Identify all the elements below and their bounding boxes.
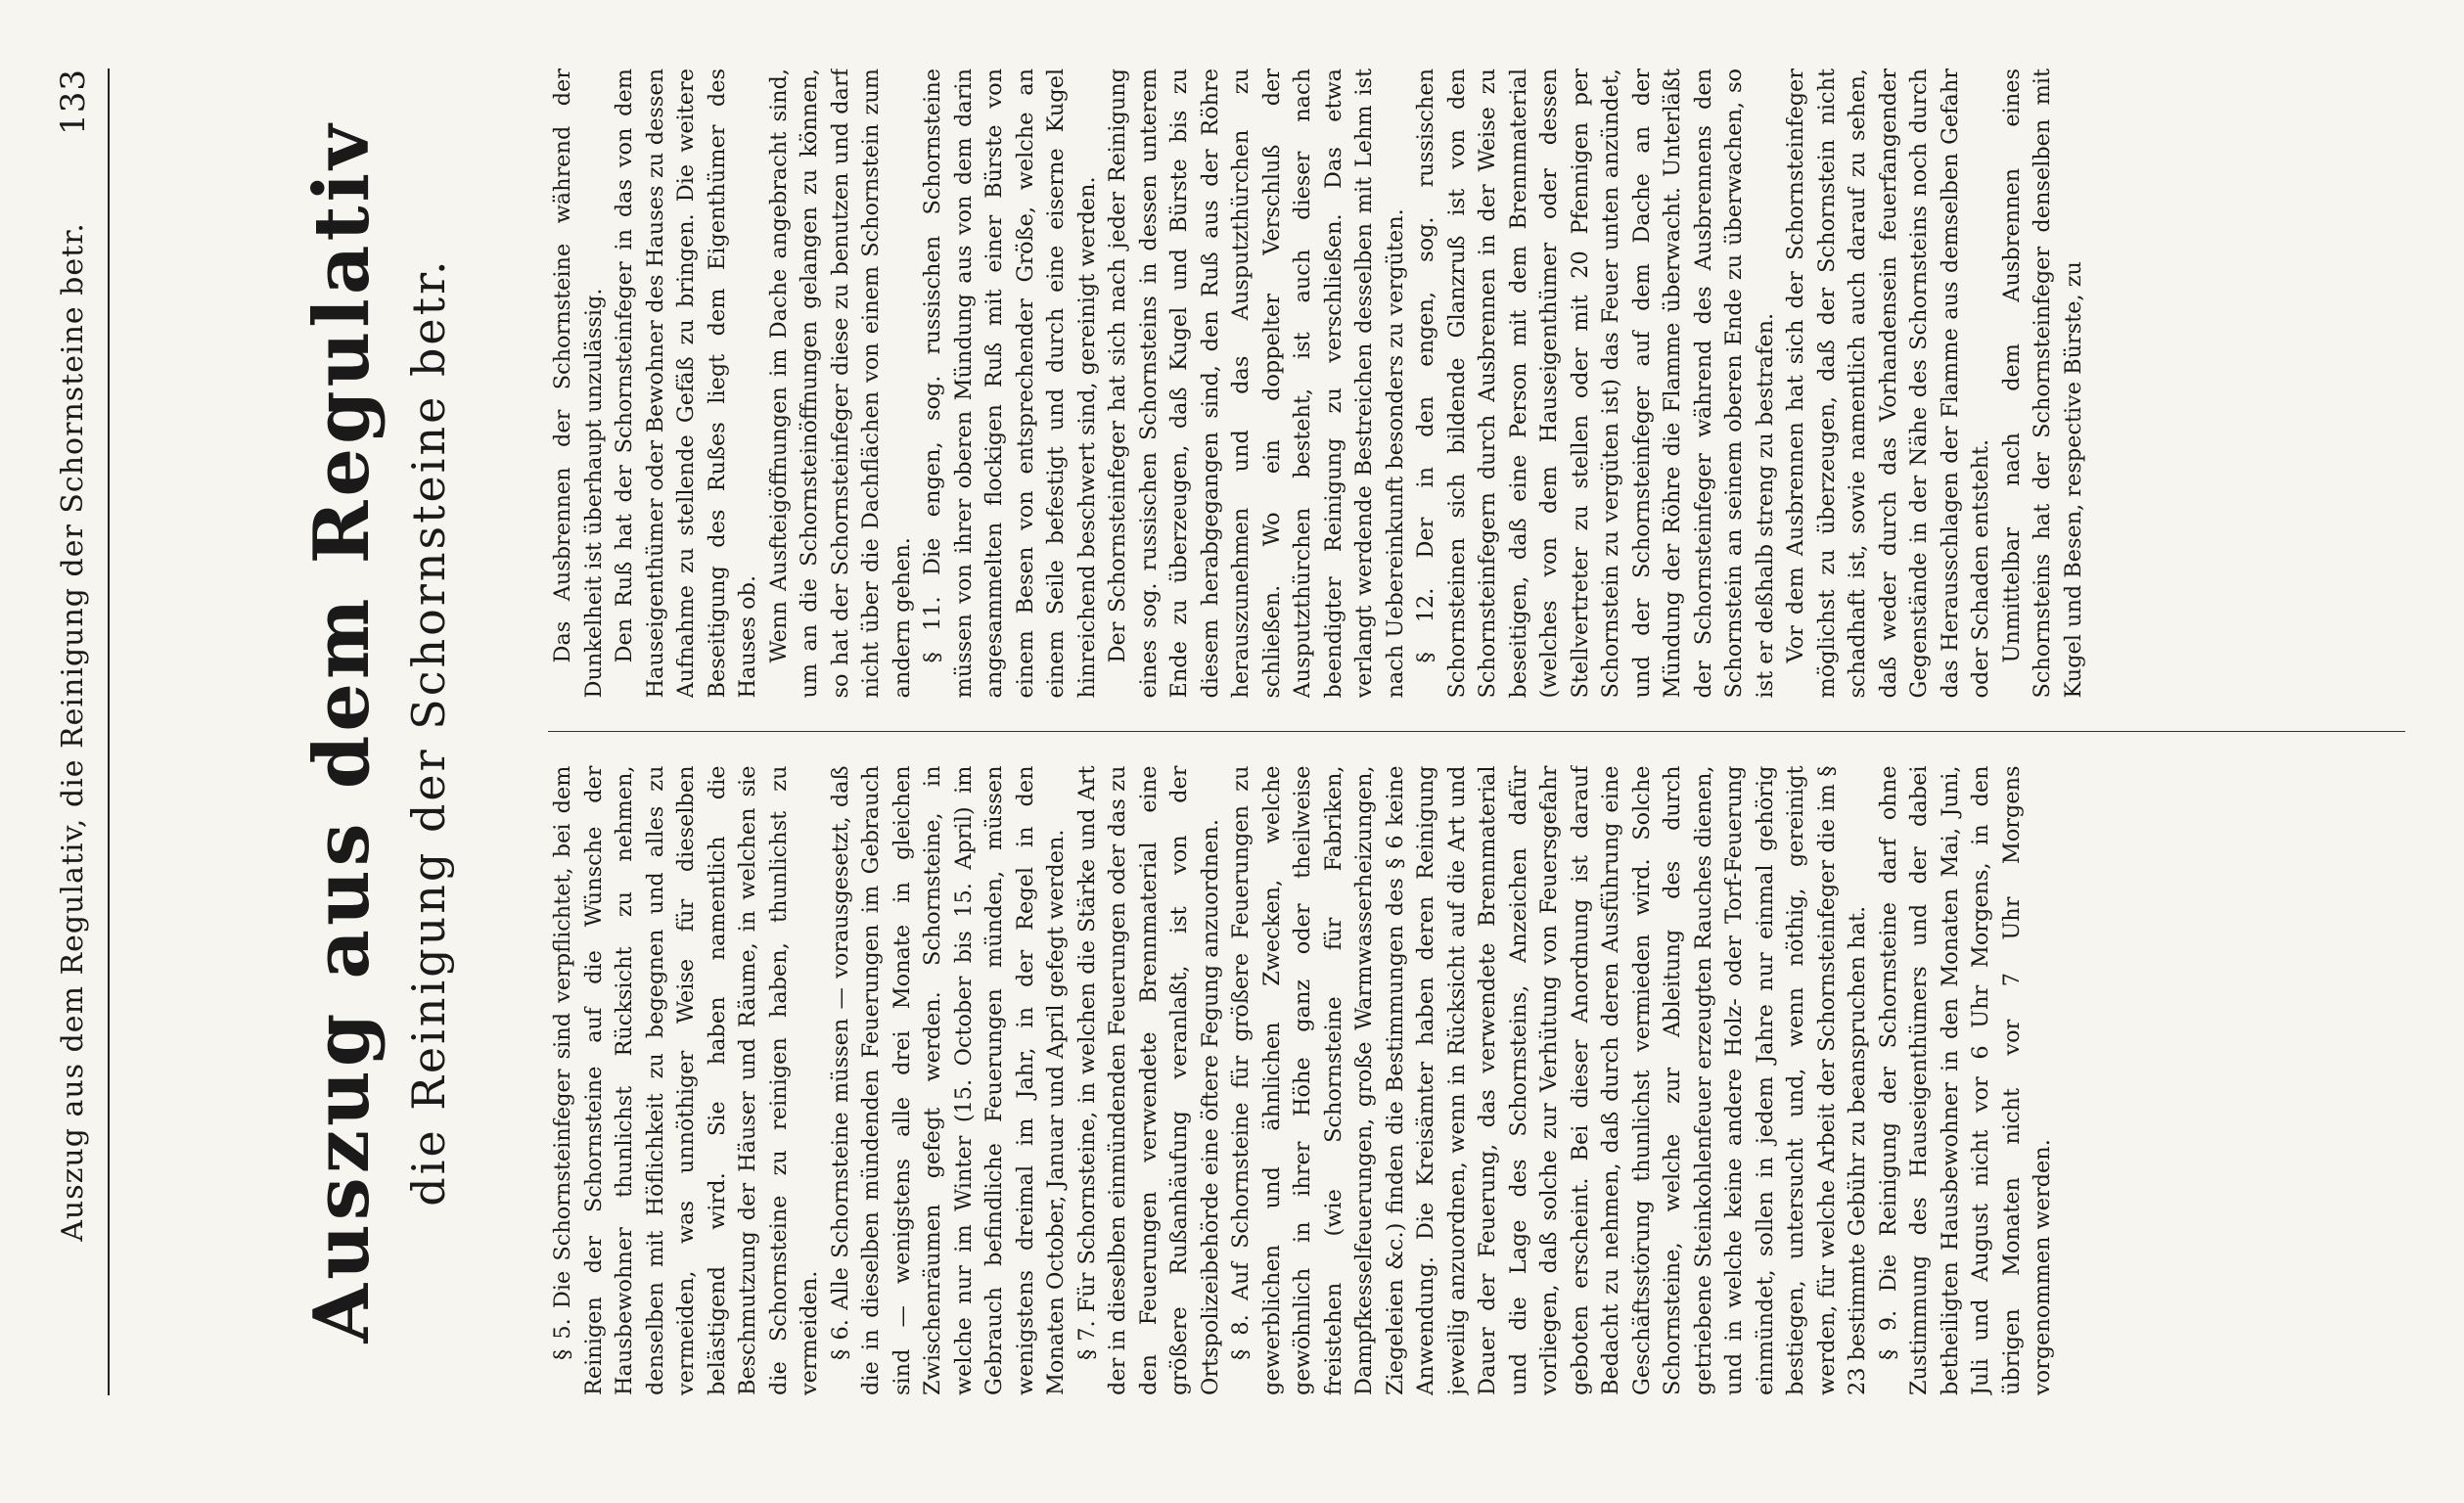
- paragraph: Das Ausbrennen der Schornsteine während der Dunkelheit ist überhaupt unzulässig.: [550, 68, 607, 699]
- text-columns: [548, 68, 2405, 1395]
- paragraph: Unmittelbar nach dem Ausbrennen eines Schornsteins hat der Schornsteinfeger denselben mit Kugel und Besen, respective Bürste, zu: [1998, 68, 2086, 699]
- paragraph: § 12. Der in den engen, sog. russischen Schornsteinen sich bildende Glanzruß ist von den Schornsteinfegern durch Ausbrennen in der Weise zu beseitigen, daß eine Person mit dem Brennmaterial (welches von dem Hauseigenthümer oder dessen Stellvertreter zu stellen oder mit 20 Pfennigen per Schornstein zu vergüten ist) das Feuer unten anzündet, und der Schornsteinfeger auf dem Dache an der Mündung der Röhre die Flamme überwacht. Unterläßt der Schornsteinfeger während des Ausbrennens den Schornstein an seinem oberen Ende zu überwachen, so ist er deßhalb streng zu bestrafen.: [1413, 68, 1778, 699]
- text-column-right: [548, 68, 2405, 699]
- paragraph: Wenn Ausfteigöffnungen im Dache angebracht sind, um an die Schornsteinöffnungen gelangen zu können, so hat der Schornsteinfeger diese zu benutzen und darf nicht über die Dachflächen von einem Schornstein zum andern gehen.: [765, 68, 915, 699]
- running-head: [39, 68, 110, 1395]
- paragraph: Vor dem Ausbrennen hat sich der Schornsteinfeger möglichst zu überzeugen, daß der Schornstein nicht schadhaft ist, sowie namentlich auch darauf zu sehen, daß weder durch das Vorhandensein feuerfangender Gegenstände in der Nähe des Schornsteins noch durch das Herausschlagen der Flamme aus demselben Gefahr oder Schaden entsteht.: [1783, 68, 1993, 699]
- paragraph: Der Schornsteinfeger hat sich nach jeder Reinigung eines sog. russischen Schornsteins in dessen unterem Ende zu überzeugen, daß Kugel und Bürste bis zu diesem herabgegangen sind, den Ruß aus der Röhre herauszunehmen und das Ausputzthürchen zu schließen. Wo ein doppelter Verschluß der Ausputzthürchen besteht, ist auch dieser nach beendigter Reinigung zu verschließen. Das etwa verlangt werdende Bestreichen desselben mit Lehm ist nach Uebereinkunft besonders zu vergüten.: [1105, 68, 1408, 699]
- paragraph: § 7. Für Schornsteine, in welchen die Stärke und Art der in dieselben einmündenden Feuerungen oder das zu den Feuerungen verwendete Brennmaterial eine größere Rußanhäufung veranlaßt, ist von der Ortspolizeibehörde eine öftere Fegung anzuordnen.: [1073, 765, 1223, 1395]
- page-number: 133: [54, 68, 93, 135]
- title-block: [294, 68, 458, 1395]
- column-divider: [548, 732, 2405, 733]
- document-title: Auszug aus dem Regulativ: [297, 120, 387, 1344]
- paragraph: § 8. Auf Schornsteine für größere Feuerungen zu gewerblichen und ähnlichen Zwecken, welche gewöhnlich in ihrer Höhe ganz oder theilweise freistehen (wie Schornsteine für Fabriken, Dampfkesselfeuerungen, große Warmwasserheizungen, Ziegeleien &c.) finden die Bestimmungen des § 6 keine Anwendung. Die Kreisämter haben deren Reinigung jeweilig anzuordnen, wenn in Rücksicht auf die Art und Dauer der Feuerung, das verwendete Brennmaterial und die Lage des Schornsteins, Anzeichen dafür vorliegen, daß solche zur Verhütung von Feuersgefahr geboten erscheint. Bei dieser Anordnung ist darauf Bedacht zu nehmen, daß durch deren Ausführung eine Geschäftsstörung thunlichst vermieden wird. Solche Schornsteine, welche zur Ableitung des durch getriebene Steinkohlenfeuer erzeugten Rauches dienen, und in welche keine andere Holz- oder Torf-Feuerung einmündet, sollen in jedem Jahre nur einmal gehörig bestiegen, untersucht und, wenn nöthig, gereinigt werden, für welche Arbeit der Schornsteinfeger die im § 23 bestimmte Gebühr zu beanspruchen hat.: [1228, 765, 1870, 1395]
- paragraph: § 5. Die Schornsteinfeger sind verpflichtet, bei dem Reinigen der Schornsteine auf die Wünsche der Hausbewohner thunlichst Rücksicht zu nehmen, denselben mit Höflichkeit zu begegnen und alles zu vermeiden, was unnöthiger Weise für dieselben belästigend wird. Sie haben namentlich die Beschmutzung der Häuser und Räume, in welchen sie die Schornsteine zu reinigen haben, thunlichst zu vermeiden.: [550, 765, 822, 1395]
- paragraph: § 11. Die engen, sog. russischen Schornsteine müssen von ihrer oberen Mündung aus von dem darin angesammelten flockigen Ruß mit einer Bürste von einem Besen von entsprechender Größe, welche an einem Seile befestigt und durch eine eiserne Kugel hinreichend beschwert sind, gereinigt werden.: [920, 68, 1100, 699]
- text-column-left: [548, 766, 2405, 1396]
- document-subtitle: die Reinigung der Schornsteine betr.: [402, 257, 455, 1207]
- paragraph: § 9. Die Reinigung der Schornsteine darf ohne Zustimmung des Hauseigenthümers und der dabei betheiligten Hausbewohner in den Monaten Mai, Juni, Juli und August nicht vor 6 Uhr Morgens, in den übrigen Monaten nicht vor 7 Uhr Morgens vorgenommen werden.: [1875, 765, 2055, 1395]
- paragraph: Den Ruß hat der Schornsteinfeger in das von dem Hauseigenthümer oder Bewohner des Hauses zu dessen Aufnahme zu stellende Gefäß zu bringen. Die weitere Beseitigung des Rußes liegt dem Eigenthümer des Hauses ob.: [612, 68, 760, 699]
- paragraph: § 6. Alle Schornsteine müssen — vorausgesetzt, daß die in dieselben mündenden Feuerungen im Gebrauch sind — wenigstens alle drei Monate in gleichen Zwischenräumen gefegt werden. Schornsteine, in welche nur im Winter (15. October bis 15. April) im Gebrauch befindliche Feuerungen münden, müssen wenigstens dreimal im Jahr, in der Regel in den Monaten October, Januar und April gefegt werden.: [827, 765, 1069, 1395]
- running-title: Auszug aus dem Regulativ, die Reinigung der Schornsteine betr.: [56, 222, 90, 1242]
